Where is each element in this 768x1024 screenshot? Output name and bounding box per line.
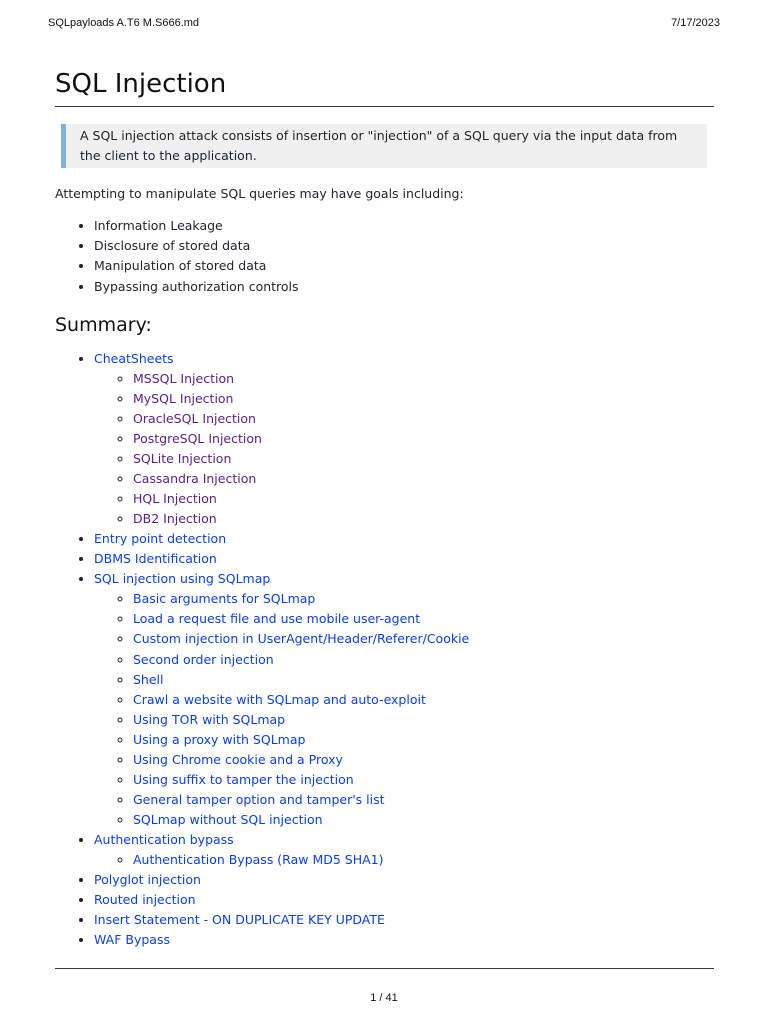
list-item: • Disclosure of stored data	[94, 236, 714, 256]
toc-link-sqlmap-without-injection[interactable]: SQLmap without SQL injection	[133, 811, 323, 827]
list-item: • Manipulation of stored data	[94, 256, 714, 276]
toc-sublist-sqlmap	[94, 589, 714, 830]
page-title: SQL Injection	[55, 66, 714, 107]
toc-subitem	[133, 730, 714, 750]
toc-link-waf-bypass[interactable]: WAF Bypass	[94, 932, 170, 948]
toc-link-mssql-injection[interactable]: MSSQL Injection	[133, 370, 235, 386]
toc-sublist-auth-bypass	[94, 850, 714, 870]
summary-heading: Summary:	[55, 313, 152, 336]
toc-link-crawl-website[interactable]: Crawl a website with SQLmap and auto-exploit	[133, 691, 426, 707]
toc-subitem	[133, 650, 714, 670]
header-filename: SQLpayloads A.T6 M.S666.md	[48, 17, 200, 29]
toc-link-using-proxy[interactable]: Using a proxy with SQLmap	[133, 731, 306, 747]
toc-item-dbms	[94, 549, 714, 569]
toc-subitem	[133, 469, 714, 489]
toc-link-entry-point-detection[interactable]: Entry point detection	[94, 531, 227, 547]
toc-subitem	[133, 790, 714, 810]
blockquote: A SQL injection attack consists of insertion or "injection" of a SQL query via the input data from the client to the application.	[61, 124, 707, 168]
toc-subitem	[133, 489, 714, 509]
intro-paragraph: Attempting to manipulate SQL queries may have goals including:	[55, 186, 464, 201]
summary-list	[55, 349, 714, 950]
footer-divider	[55, 968, 714, 969]
toc-subitem	[133, 609, 714, 629]
toc-link-general-tamper[interactable]: General tamper option and tamper's list	[133, 791, 385, 807]
toc-link-oraclesql-injection[interactable]: OracleSQL Injection	[133, 410, 256, 426]
toc-link-polyglot-injection[interactable]: Polyglot injection	[94, 872, 201, 888]
toc-subitem	[133, 409, 714, 429]
toc-subitem	[133, 449, 714, 469]
toc-item-sqlmap	[94, 569, 714, 830]
document-body	[55, 66, 714, 950]
toc-subitem	[133, 509, 714, 529]
toc-link-shell[interactable]: Shell	[133, 671, 164, 687]
toc-item-auth-bypass	[94, 830, 714, 870]
toc-subitem	[133, 850, 714, 870]
toc-link-chrome-cookie-proxy[interactable]: Using Chrome cookie and a Proxy	[133, 751, 343, 767]
toc-link-load-request-file[interactable]: Load a request file and use mobile user-agent	[133, 611, 421, 627]
toc-item-insert-statement	[94, 910, 714, 930]
toc-subitem	[133, 629, 714, 649]
toc-link-mysql-injection[interactable]: MySQL Injection	[133, 390, 234, 406]
toc-link-sqlmap[interactable]: SQL injection using SQLmap	[94, 571, 271, 587]
toc-subitem	[133, 810, 714, 830]
toc-subitem	[133, 369, 714, 389]
toc-subitem	[133, 670, 714, 690]
list-item: • Information Leakage	[94, 216, 714, 236]
page-header	[48, 17, 720, 31]
toc-item-entry-point	[94, 529, 714, 549]
toc-link-second-order-injection[interactable]: Second order injection	[133, 651, 274, 667]
toc-subitem	[133, 770, 714, 790]
toc-link-raw-md5-sha1[interactable]: Authentication Bypass (Raw MD5 SHA1)	[133, 851, 384, 867]
toc-subitem	[133, 750, 714, 770]
toc-subitem	[133, 429, 714, 449]
goals-list	[55, 216, 714, 297]
toc-item-polyglot	[94, 870, 714, 890]
list-item: • Bypassing authorization controls	[94, 277, 714, 297]
toc-link-basic-arguments[interactable]: Basic arguments for SQLmap	[133, 591, 316, 607]
toc-link-dbms-identification[interactable]: DBMS Identification	[94, 551, 217, 567]
toc-item-waf-bypass	[94, 930, 714, 950]
toc-subitem	[133, 710, 714, 730]
header-date: 7/17/2023	[671, 17, 720, 29]
toc-subitem	[133, 589, 714, 609]
toc-link-custom-injection[interactable]: Custom injection in UserAgent/Header/Referer/Cookie	[133, 631, 470, 647]
toc-sublist-cheatsheets	[94, 369, 714, 529]
toc-link-suffix-tamper[interactable]: Using suffix to tamper the injection	[133, 771, 354, 787]
toc-link-cassandra-injection[interactable]: Cassandra Injection	[133, 471, 257, 487]
toc-link-authentication-bypass[interactable]: Authentication bypass	[94, 831, 234, 847]
toc-link-using-tor[interactable]: Using TOR with SQLmap	[133, 711, 286, 727]
toc-link-insert-statement[interactable]: Insert Statement - ON DUPLICATE KEY UPDATE	[94, 912, 385, 928]
page-number: 1 / 41	[370, 992, 398, 1004]
toc-item-cheatsheets	[94, 349, 714, 529]
toc-link-postgresql-injection[interactable]: PostgreSQL Injection	[133, 431, 262, 446]
toc-link-db2-injection[interactable]: DB2 Injection	[133, 511, 217, 527]
toc-link-cheatsheets[interactable]: CheatSheets	[94, 350, 174, 366]
toc-subitem	[133, 690, 714, 710]
toc-link-hql-injection[interactable]: HQL Injection	[133, 491, 217, 507]
toc-link-sqlite-injection[interactable]: SQLite Injection	[133, 451, 232, 467]
toc-subitem	[133, 389, 714, 409]
toc-item-routed	[94, 890, 714, 910]
toc-link-routed-injection[interactable]: Routed injection	[94, 892, 196, 908]
